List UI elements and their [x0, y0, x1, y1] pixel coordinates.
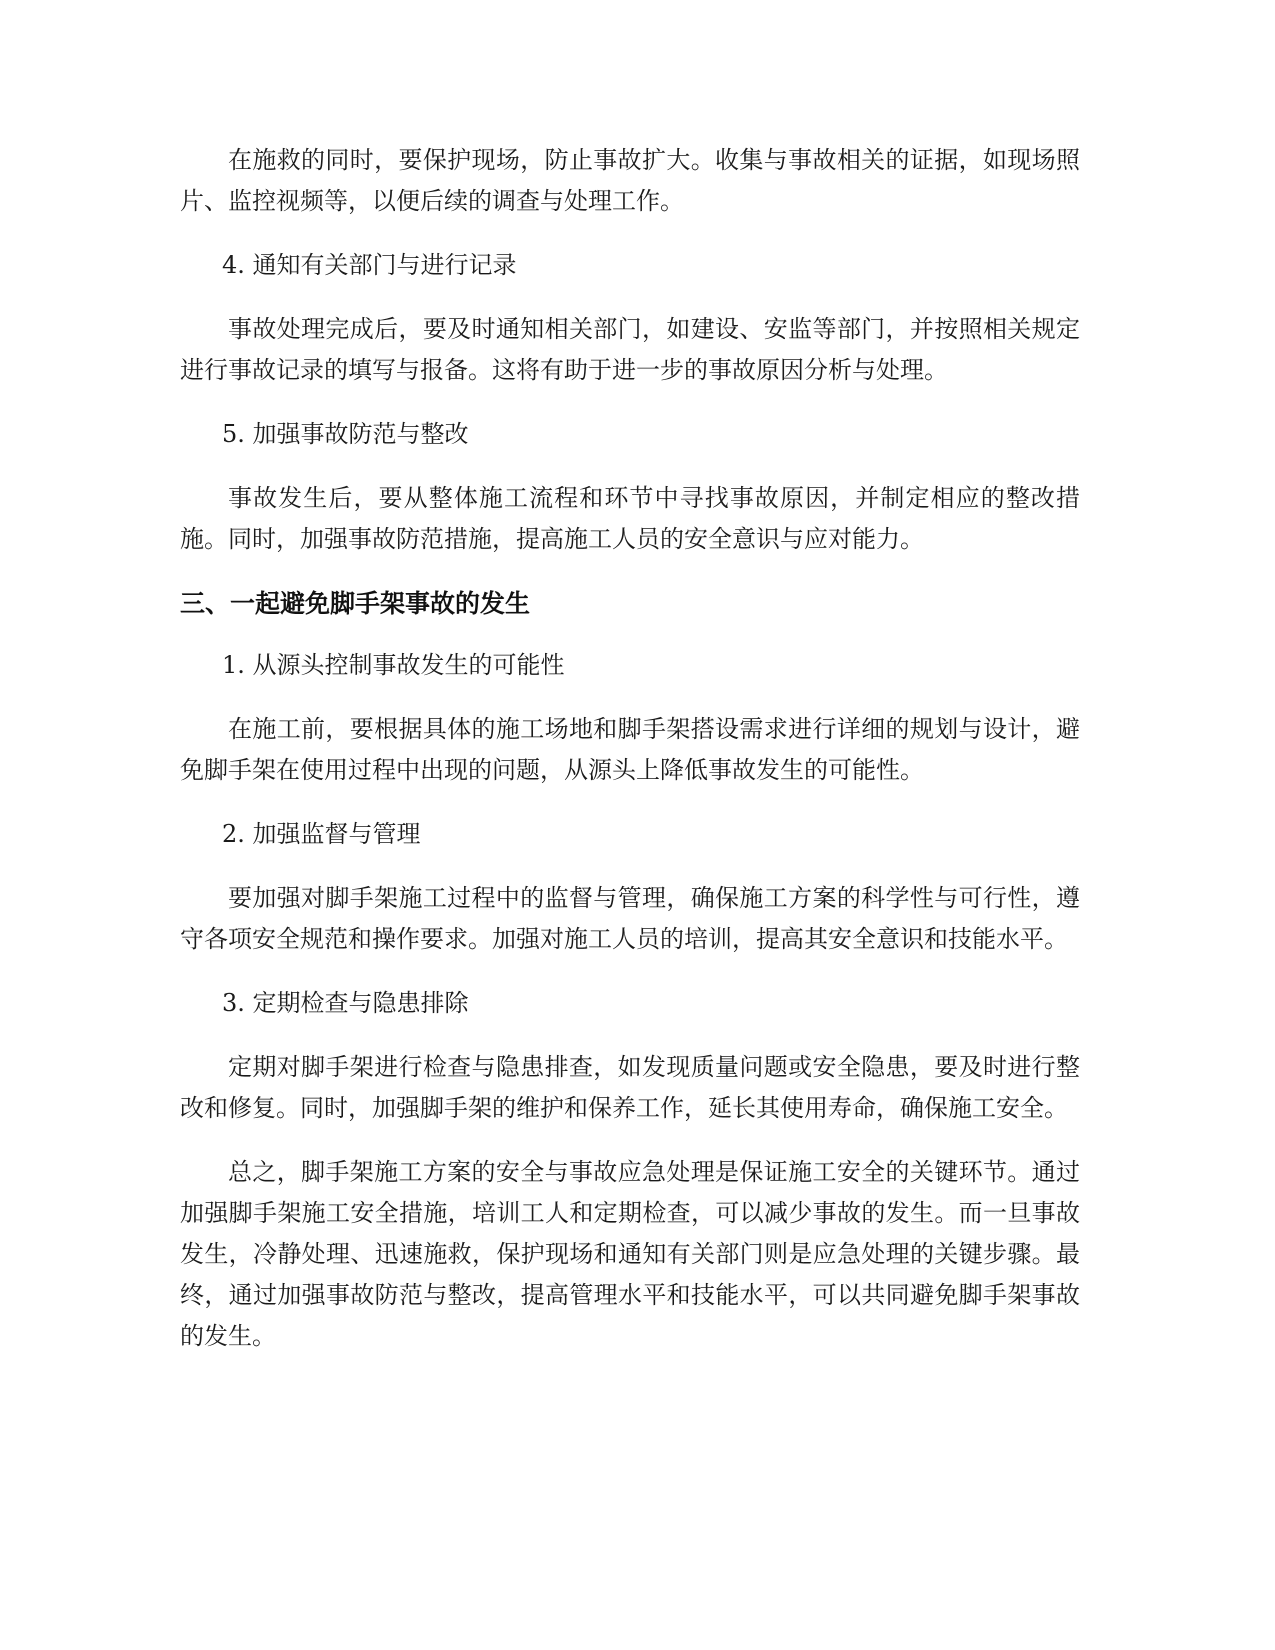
list-item-supervision: 2. 加强监督与管理 [222, 820, 421, 848]
list-item-notify-departments: 4. 通知有关部门与进行记录 [222, 251, 517, 279]
paragraph-inspection: 定期对脚手架进行检查与隐患排查，如发现质量问题或安全隐患，要及时进行整改和修复。同时，加强脚手架的维护和保养工作，延长其使用寿命，确保施工安全。 [180, 1053, 1080, 1122]
list-item-prevention-rectification: 5. 加强事故防范与整改 [222, 420, 469, 448]
paragraph-evidence-collection: 在施救的同时，要保护现场，防止事故扩大。收集与事故相关的证据，如现场照片、监控视频等，以便后续的调查与处理工作。 [180, 146, 1080, 215]
section-heading-avoid-accidents: 三、一起避免脚手架事故的发生 [180, 589, 531, 618]
paragraph-conclusion: 总之，脚手架施工方案的安全与事故应急处理是保证施工安全的关键环节。通过加强脚手架施工安全措施，培训工人和定期检查，可以减少事故的发生。而一旦事故发生，冷静处理、迅速施救，保护现场和通知有关部门则是应急处理的关键步骤。最终，通过加强事故防范与整改，提高管理水平和技能水平，可以共同避免脚手架事故的发生。 [180, 1158, 1080, 1350]
paragraph-prevention-rectification: 事故发生后，要从整体施工流程和环节中寻找事故原因，并制定相应的整改措施。同时，加强事故防范措施，提高施工人员的安全意识与应对能力。 [180, 484, 1080, 553]
list-item-inspection: 3. 定期检查与隐患排除 [222, 989, 469, 1017]
paragraph-notify-departments: 事故处理完成后，要及时通知相关部门，如建设、安监等部门，并按照相关规定进行事故记录的填写与报备。这将有助于进一步的事故原因分析与处理。 [180, 315, 1080, 384]
document-page [180, 140, 1080, 1380]
paragraph-source-control: 在施工前，要根据具体的施工场地和脚手架搭设需求进行详细的规划与设计，避免脚手架在使用过程中出现的问题，从源头上降低事故发生的可能性。 [180, 715, 1080, 784]
list-item-source-control: 1. 从源头控制事故发生的可能性 [222, 651, 565, 679]
paragraph-supervision: 要加强对脚手架施工过程中的监督与管理，确保施工方案的科学性与可行性，遵守各项安全规范和操作要求。加强对施工人员的培训，提高其安全意识和技能水平。 [180, 884, 1080, 953]
